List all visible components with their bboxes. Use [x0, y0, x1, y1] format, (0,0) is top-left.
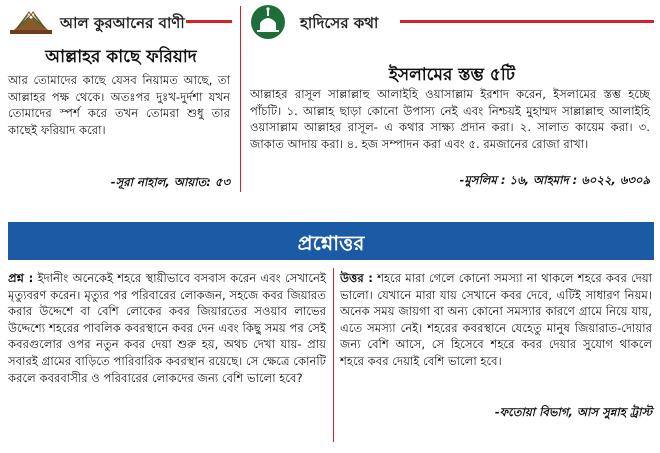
quran-body: আর তোমাদের কাছে যেসব নিয়ামত আছে, তা আল্লাহর পক্ষ থেকে। অতঃপর দুঃখ-দুর্দশা যখন তোমাদের স্পর্শ করে তখন তোমরা শুধু তার কাছেই ফরিয়াদ করো।: [8, 73, 230, 137]
question-text: ইদানীং অনেকেই শহরে স্থায়ীভাবে বসবাস করেন এবং সেখানেই মৃত্যুবরণ করেন। মৃত্যুর পর পরিবারের লোকজন, সহজে কবর জিয়ারত করার উদ্দেশে বা বেশি লোকের কবর জিয়ারতের সওয়াব লাভের উদ্দেশ্যে শহরের পাবলিক কবরস্থানে কবর দেন এবং কিছু সময় পর সেই কবরগুলোর ওপর নতুন কবর দেয়া শুরু হয়, অথচ দেখা যায়- প্রায় সবারই গ্রামের বাড়িতে পারিবারিক কবরস্থান রয়েছে। সে ক্ষেত্রে কোনটি করলে কবরবাসীর ও পরিবারের লোকদের জন্য বেশি ভালো হবে?: [8, 271, 326, 385]
answer-block: [340, 270, 652, 370]
quran-heading-rule: [186, 20, 232, 23]
answer-citation: -ফতোয়া বিভাগ, আস সুন্নাহ ট্রাস্ট: [494, 405, 652, 419]
quran-title: আল্লাহর কাছে ফরিয়াদ: [45, 47, 197, 67]
hadith-heading-rule: [400, 20, 654, 23]
top-column-divider: [240, 6, 241, 192]
quran-citation: -সূরা নাহাল, আয়াত: ৫৩: [110, 175, 230, 189]
mosque-icon: [250, 4, 286, 40]
qa-banner-title: প্রশ্নোত্তর: [297, 231, 365, 255]
hadith-body: আল্লাহর রাসূল সাল্লাল্লাহু আলাইহি ওয়াসাল্লাম ইরশাদ করেন, ইসলামের স্তম্ভ হচ্ছে পাঁচটি। ১. আল্লাহ ছাড়া কোনো উপাস্য নেই এবং নিশ্চয়ই মুহাম্মদ সাল্লাল্লাহু আলাইহি ওয়াসাল্লাম আল্লাহর রাসূল- এ কথার সাক্ষ্য প্রদান করা। ২. সালাত কায়েম করা। ৩. জাকাত আদায় করা। ৪. হজ সম্পাদন করা এবং ৫. রমজানের রোজা রাখা।: [250, 87, 650, 151]
question-block: [8, 270, 326, 386]
hadith-title: ইসলামের স্তম্ভ ৫টি: [389, 65, 515, 85]
bottom-column-divider: [333, 268, 334, 442]
answer-label: উত্তর :: [340, 271, 373, 285]
hadith-heading: হাদিসের কথা: [300, 14, 379, 32]
qa-banner: [8, 222, 654, 260]
question-label: প্রশ্ন :: [8, 271, 34, 285]
quran-header: [8, 4, 234, 40]
answer-text: শহরে মারা গেলে কোনো সমস্যা না থাকলে শহরে কবর দেয়া ভালো। যেখানে মারা যায় সেখানে কবর দেবে, এটিই সাধারণ নিয়ম। অনেক সময় জায়গা বা অন্য কোনো সমস্যার কারণে গ্রামে নিয়ে যায়, এতে সমস্যা নেই। শহরের কবরস্থানে যেহেতু মানুষ জিয়ারাত-দোয়ার জন্য বেশি আসে, সে হিসেবে শহরে কবর দেয়ার সুযোগ থাকলে শহরে কবর দেয়াই বেশি ভালো হবে।: [340, 271, 653, 368]
quran-book-icon: [8, 6, 54, 36]
hadith-citation: -মুসলিম : ১৬, আহমাদ : ৬০২২, ৬৩০৯: [459, 173, 650, 187]
quran-heading: আল কুরআনের বাণী: [60, 14, 185, 32]
hadith-header: [250, 4, 654, 40]
